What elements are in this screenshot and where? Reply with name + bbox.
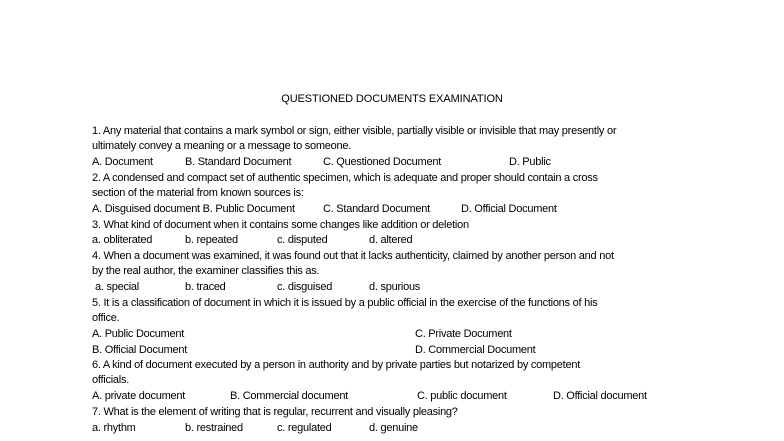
question-5-text-line-2: office. — [92, 312, 120, 324]
question-4-option-a: a. special — [95, 281, 139, 293]
page-title: QUESTIONED DOCUMENTS EXAMINATION — [281, 93, 503, 105]
question-7-option-d: d. genuine — [369, 422, 418, 434]
question-4-option-b: b. traced — [185, 281, 226, 293]
question-6-option-c: C. public document — [417, 390, 507, 402]
question-5-option-d: D. Commercial Document — [415, 344, 536, 356]
question-6-text-line-1: 6. A kind of document executed by a person in authority and by private parties but notarized by competent — [92, 359, 581, 371]
question-4-text-line-1: 4. When a document was examined, it was found out that it lacks authenticity, claimed by another person and not — [92, 250, 614, 262]
question-1-option-b: B. Standard Document — [185, 156, 292, 168]
question-7-option-c: c. regulated — [277, 422, 332, 434]
question-1-option-d: D. Public — [509, 156, 551, 168]
question-5-option-b: B. Official Document — [92, 344, 188, 356]
question-3-option-d: d. altered — [369, 234, 413, 246]
question-7-text-line-1: 7. What is the element of writing that is regular, recurrent and visually pleasing? — [92, 406, 458, 418]
question-6-text-line-2: officials. — [92, 374, 130, 386]
question-7-option-b: b. restrained — [185, 422, 243, 434]
question-1-text-line-2: ultimately convey a meaning or a message to someone. — [92, 140, 352, 152]
question-3-text-line-1: 3. What kind of document when it contains some changes like addition or deletion — [92, 219, 469, 231]
question-4-text-line-2: by the real author, the examiner classifies this as. — [92, 265, 320, 277]
question-2-option-c: C. Standard Document — [323, 203, 430, 215]
question-4-option-d: d. spurious — [369, 281, 421, 293]
question-7-option-a: a. rhythm — [92, 422, 136, 434]
question-3-option-c: c. disputed — [277, 234, 328, 246]
question-3-option-b: b. repeated — [185, 234, 238, 246]
question-1-option-a: A. Document — [92, 156, 153, 168]
question-6-option-a: A. private document — [92, 390, 186, 402]
question-2-text-line-1: 2. A condensed and compact set of authentic specimen, which is adequate and proper should contain a cross — [92, 172, 598, 184]
question-6-option-b: B. Commercial document — [230, 390, 348, 402]
question-2-option-ab: A. Disguised document B. Public Document — [92, 203, 295, 215]
question-3-option-a: a. obliterated — [92, 234, 153, 246]
question-6-option-d: D. Official document — [553, 390, 647, 402]
question-5-option-a: A. Public Document — [92, 328, 185, 340]
question-1-text-line-1: 1. Any material that contains a mark symbol or sign, either visible, partially visible or invisible that may presently or — [92, 125, 617, 137]
question-1-option-c: C. Questioned Document — [323, 156, 442, 168]
question-4-option-c: c. disguised — [277, 281, 333, 293]
question-2-option-d: D. Official Document — [461, 203, 557, 215]
question-5-text-line-1: 5. It is a classification of document in which it is issued by a public official in the exercise of the functions of his — [92, 297, 598, 309]
question-2-text-line-2: section of the material from known sources is: — [92, 187, 304, 199]
question-5-option-c: C. Private Document — [415, 328, 512, 340]
